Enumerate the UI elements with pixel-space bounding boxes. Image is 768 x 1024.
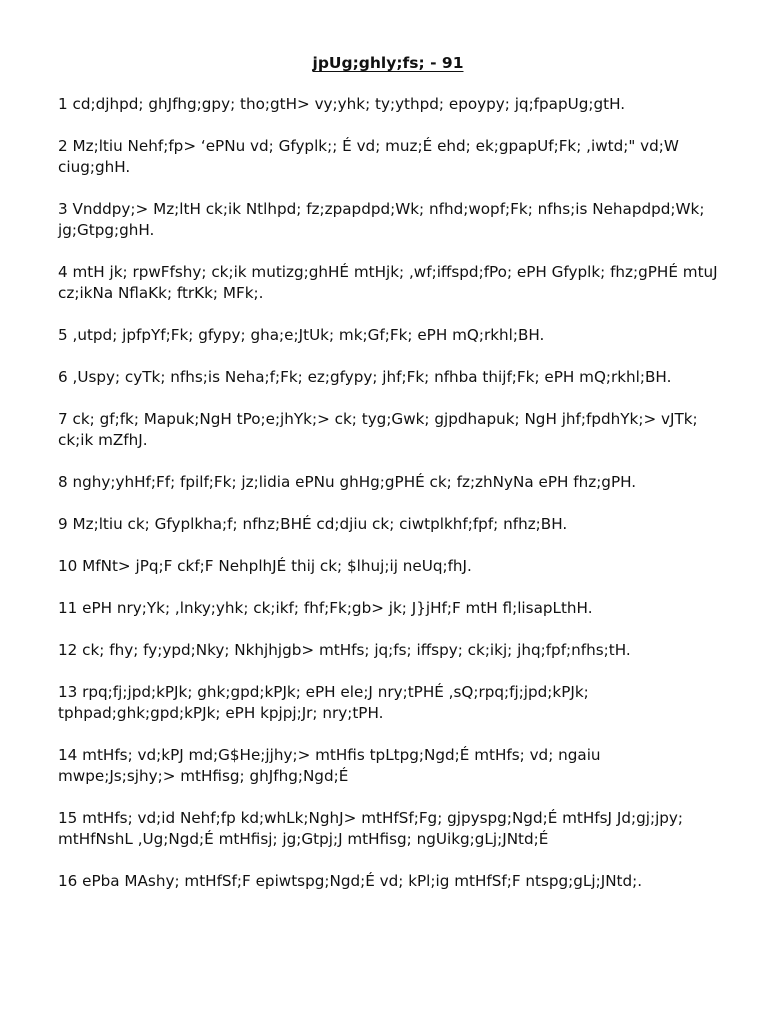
document-page	[58, 52, 718, 913]
verse-14	[58, 745, 718, 787]
verse-text: rpq;fj;jpd;kPJk; ghk;gpd;kPJk; ePH ele;J nry;tPHÉ ,sQ;rpq;fj;jpd;kPJk; tphpad;ghk;gpd;kPJk; ePH kpjpj;Jr; nry;tPH.	[58, 683, 589, 722]
verse-text: ePba MAshy; mtHfSf;F epiwtspg;Ngd;É vd; kPl;ig mtHfSf;F ntspg;gLj;JNtd;.	[82, 872, 643, 890]
verse-number: 12	[58, 641, 78, 659]
verse-5	[58, 325, 718, 346]
verse-text: Vnddpy;> Mz;ltH ck;ik Ntlhpd; fz;zpapdpd;Wk; nfhd;wopf;Fk; nfhs;is Nehapdpd;Wk; jg;Gtpg;ghH.	[58, 200, 705, 239]
verse-8	[58, 472, 718, 493]
verse-number: 16	[58, 872, 78, 890]
verse-number: 6	[58, 368, 68, 386]
verse-text: ePH nry;Yk; ,lnky;yhk; ck;ikf; fhf;Fk;gb> jk; J}jHf;F mtH fl;lisapLthH.	[82, 599, 593, 617]
verse-12	[58, 640, 718, 661]
document-title: jpUg;ghly;fs; - 91	[312, 54, 464, 72]
verse-number: 10	[58, 557, 78, 575]
verse-number: 5	[58, 326, 68, 344]
verse-number: 15	[58, 809, 78, 827]
verse-text: Mz;ltiu ck; Gfyplkha;f; nfhz;BHÉ cd;djiu ck; ciwtplkhf;fpf; nfhz;BH.	[72, 515, 568, 533]
verse-number: 8	[58, 473, 68, 491]
verse-text: mtH jk; rpwFfshy; ck;ik mutizg;ghHÉ mtHjk; ,wf;iffspd;fPo; ePH Gfyplk; fhz;gPHÉ mtuJ cz;ikNa NflaKk; ftrKk; MFk;.	[58, 263, 718, 302]
verse-text: ,utpd; jpfpYf;Fk; gfypy; gha;e;JtUk; mk;Gf;Fk; ePH mQ;rkhl;BH.	[72, 326, 545, 344]
verse-9	[58, 514, 718, 535]
verse-13	[58, 682, 718, 724]
verse-1	[58, 94, 718, 115]
verse-text: ck; gf;fk; Mapuk;NgH tPo;e;jhYk;> ck; tyg;Gwk; gjpdhapuk; NgH jhf;fpdhYk;> vJTk; ck;ik mZfhJ.	[58, 410, 698, 449]
verse-4	[58, 262, 718, 304]
verse-text: MfNt> jPq;F ckf;F NehplhJÉ thij ck; $lhuj;ij neUq;fhJ.	[82, 557, 472, 575]
verse-11	[58, 598, 718, 619]
verse-number: 13	[58, 683, 78, 701]
verse-number: 14	[58, 746, 78, 764]
verse-text: ck; fhy; fy;ypd;Nky; Nkhjhjgb> mtHfs; jq;fs; iffspy; ck;ikj; jhq;fpf;nfhs;tH.	[82, 641, 631, 659]
verse-number: 1	[58, 95, 68, 113]
verse-number: 3	[58, 200, 68, 218]
verse-text: cd;djhpd; ghJfhg;gpy; tho;gtH> vy;yhk; ty;ythpd; epoypy; jq;fpapUg;gtH.	[72, 95, 626, 113]
verse-16	[58, 871, 718, 892]
verse-number: 7	[58, 410, 68, 428]
verse-7	[58, 409, 718, 451]
verse-number: 4	[58, 263, 68, 281]
verse-text: mtHfs; vd;id Nehf;fp kd;whLk;NghJ> mtHfSf;Fg; gjpyspg;Ngd;É mtHfsJ Jd;gj;jpy; mtHfNshL ,Ug;Ngd;É mtHfisj; jg;Gtpj;J mtHfisg; ngUikg;gLj;JNtd;É	[58, 809, 684, 848]
verse-15	[58, 808, 718, 850]
verse-text: mtHfs; vd;kPJ md;G$He;jjhy;> mtHfis tpLtpg;Ngd;É mtHfs; vd; ngaiu mwpe;Js;sjhy;> mtHfisg; ghJfhg;Ngd;É	[58, 746, 601, 785]
verse-number: 11	[58, 599, 78, 617]
verse-2	[58, 136, 718, 178]
verse-3	[58, 199, 718, 241]
verse-text: nghy;yhHf;Ff; fpilf;Fk; jz;lidia ePNu ghHg;gPHÉ ck; fz;zhNyNa ePH fhz;gPH.	[72, 473, 637, 491]
verse-number: 9	[58, 515, 68, 533]
verse-text: Mz;ltiu Nehf;fp> ‘ePNu vd; Gfyplk;; É vd; muz;É ehd; ek;gpapUf;Fk; ,iwtd;" vd;W ciug;ghH.	[58, 137, 679, 176]
verse-number: 2	[58, 137, 68, 155]
verse-10	[58, 556, 718, 577]
verse-6	[58, 367, 718, 388]
verse-text: ,Uspy; cyTk; nfhs;is Neha;f;Fk; ez;gfypy; jhf;Fk; nfhba thijf;Fk; ePH mQ;rkhl;BH.	[72, 368, 672, 386]
